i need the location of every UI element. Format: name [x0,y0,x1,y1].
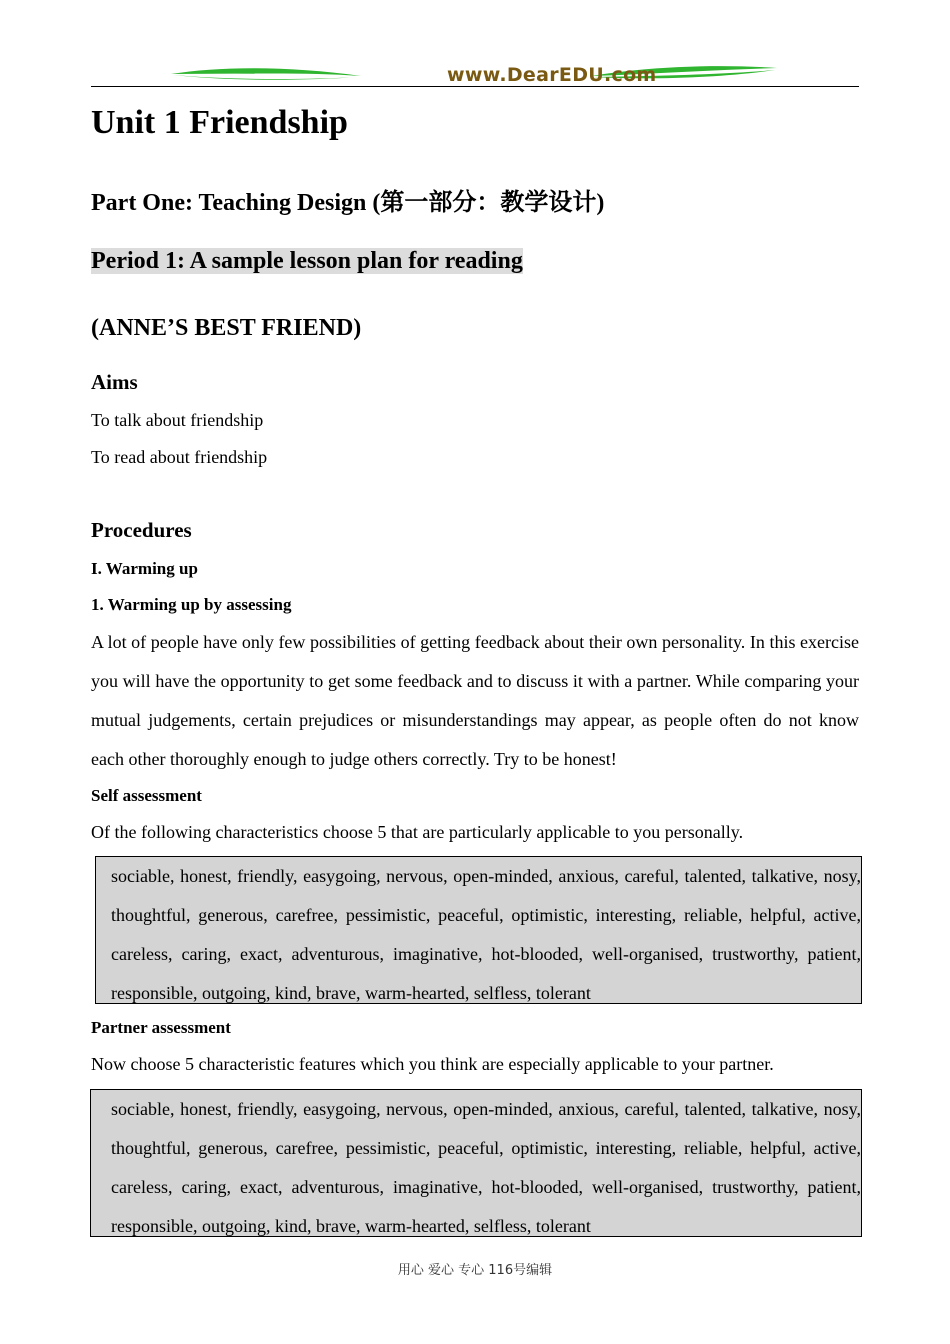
intro-paragraph: A lot of people have only few possibilities of getting feedback about their own personality. In this exercise you will have the opportunity to get some feedback and to discuss it with a partner. While comparing your mutual judgements, certain prejudices or misunderstandings may appear, as people often do not know each other thoroughly enough to judge others correctly. Try to be honest! [91,632,859,769]
partner-assessment-traits: sociable, honest, friendly, easygoing, nervous, open-minded, anxious, careful, talented, talkative, nosy, thoughtful, generous, carefree, pessimistic, peaceful, optimistic, interesting, reliable, helpful, active, careless, caring, exact, adventurous, imaginative, hot-blooded, well-organised, trustworthy, patient, responsible, outgoing, kind, brave, warm-hearted, selfless, tolerant [111,1099,861,1236]
unit-title: Unit 1 Friendship [91,104,348,141]
self-assessment-trait-box [95,856,862,1004]
procedures-heading: Procedures [91,518,192,542]
period-heading-text: Period 1: A sample lesson plan for reading [91,248,523,274]
aims-heading: Aims [91,370,138,394]
partner-assessment-trait-box [90,1089,862,1237]
aim-item: To talk about friendship [91,410,264,430]
self-assessment-traits: sociable, honest, friendly, easygoing, nervous, open-minded, anxious, careful, talented, talkative, nosy, thoughtful, generous, carefree, pessimistic, peaceful, optimistic, interesting, reliable, helpful, active, careless, caring, exact, adventurous, imaginative, hot-blooded, well-organised, trustworthy, patient, responsible, outgoing, kind, brave, warm-hearted, selfless, tolerant [111,866,861,1003]
self-assessment-instruction: Of the following characteristics choose 5 that are particularly applicable to you personally. [91,822,744,842]
subsection-heading: 1. Warming up by assessing [91,595,292,614]
partner-assessment-instruction: Now choose 5 characteristic features which you think are especially applicable to your partner. [91,1054,774,1074]
part-heading: Part One: Teaching Design (第一部分：教学设计) [91,190,605,216]
header-rule [91,86,859,87]
self-assessment-heading: Self assessment [91,786,202,805]
lesson-subtitle: (ANNE’S BEST FRIEND) [91,315,362,341]
page-footer: 用心 爱心 专心 116号编辑 [397,1263,553,1278]
period-heading [91,248,523,275]
section-heading: I. Warming up [91,559,198,578]
partner-assessment-heading: Partner assessment [91,1018,231,1037]
site-header [91,62,859,88]
site-logo-text[interactable]: www.DearEDU.com [447,64,657,86]
aim-item: To read about friendship [91,447,268,467]
